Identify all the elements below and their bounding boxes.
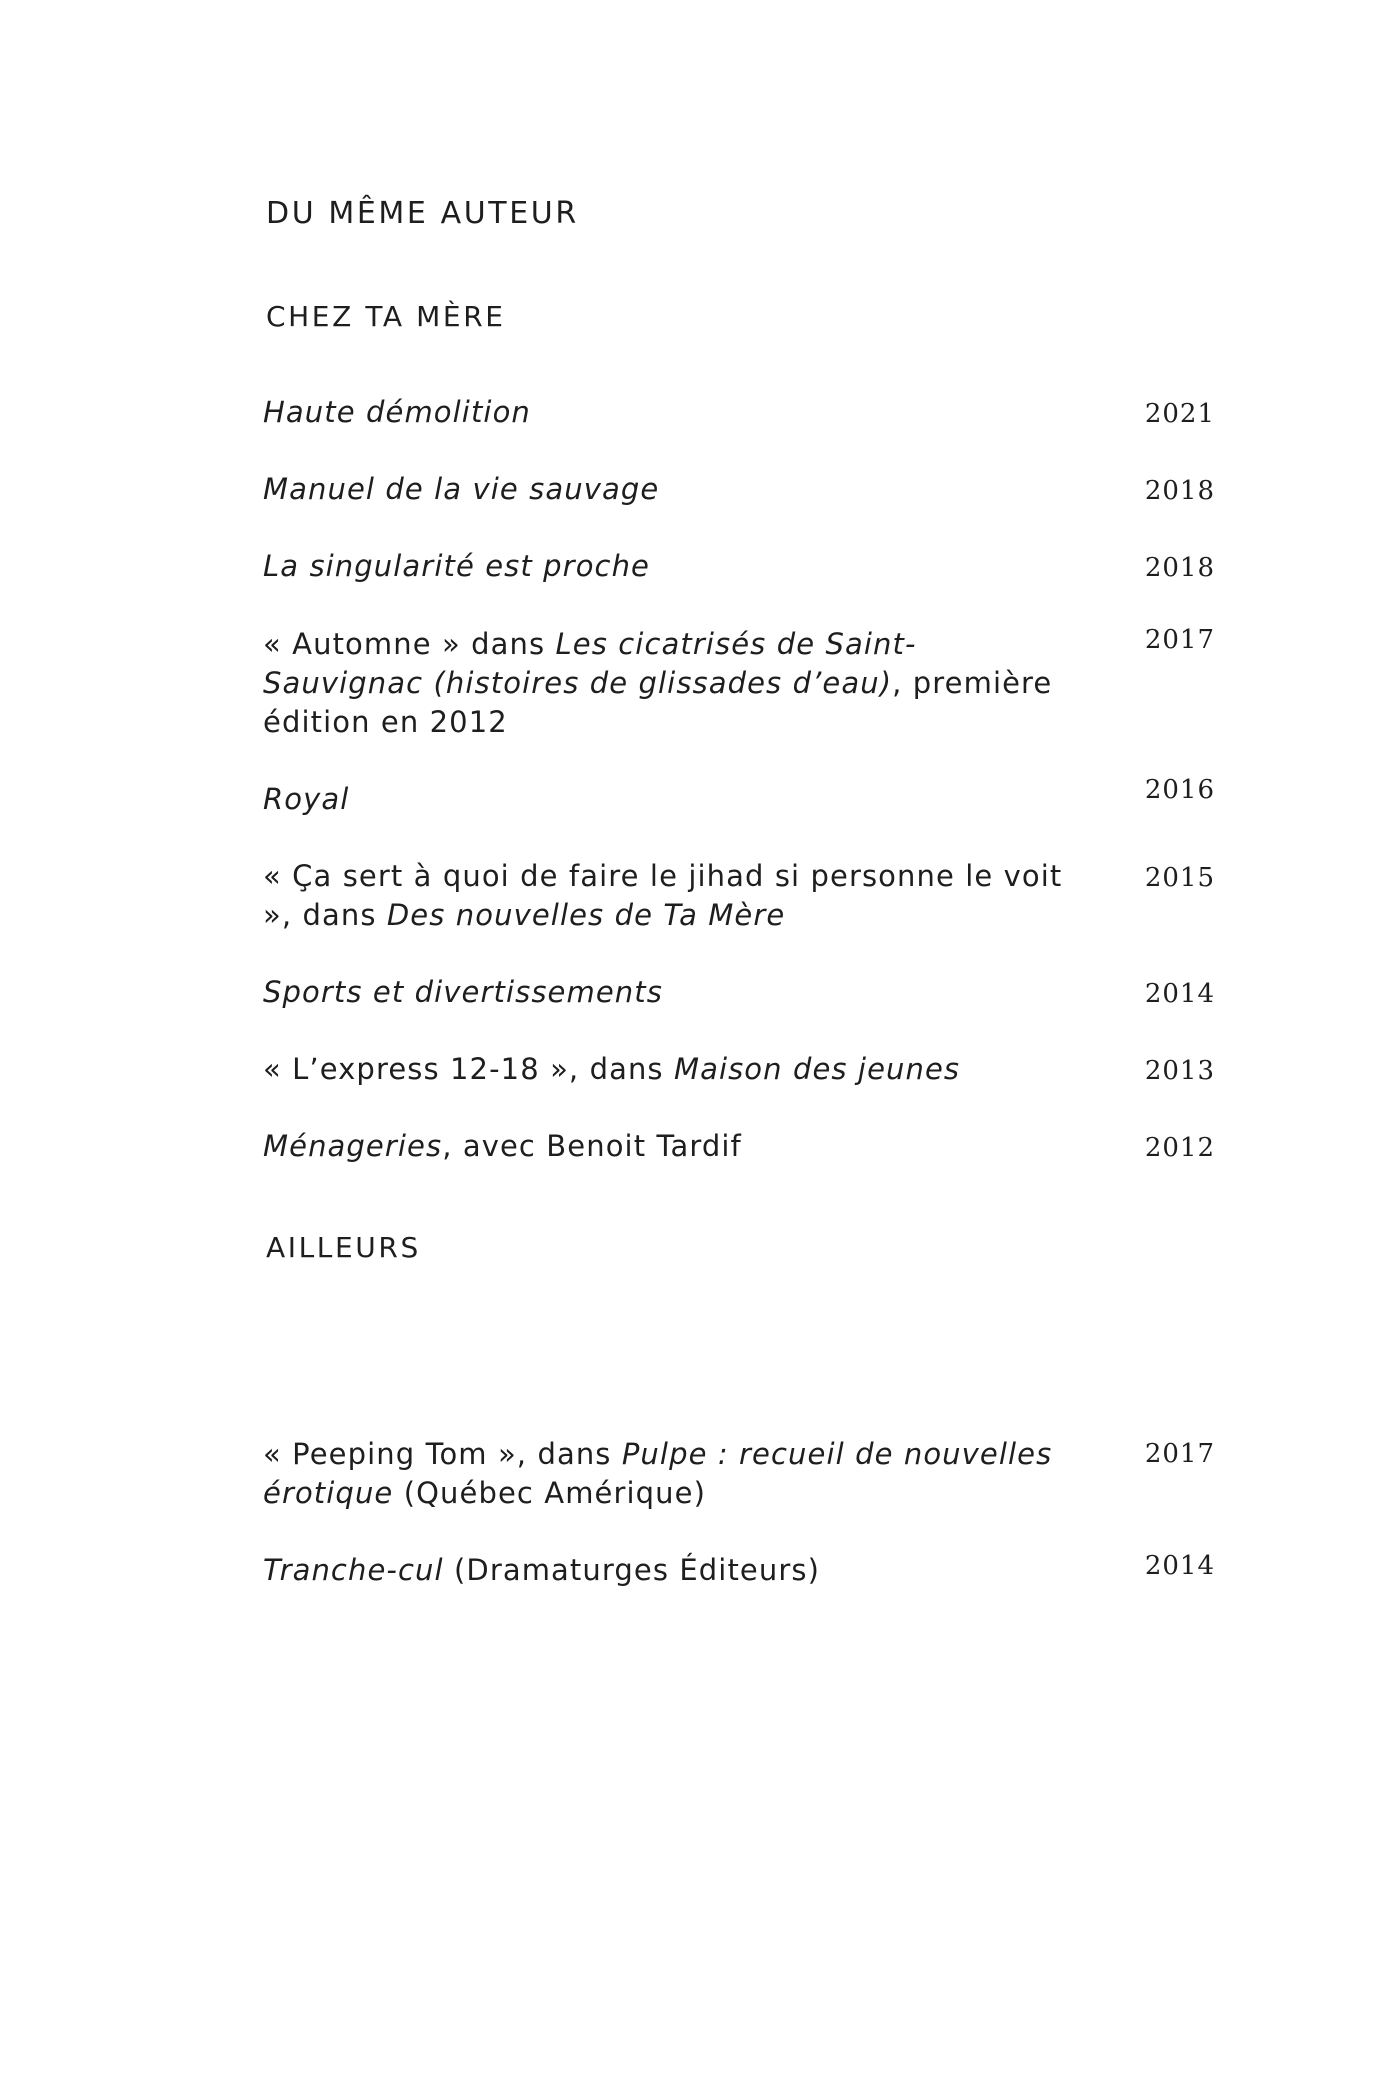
title-italic-segment: Des nouvelles de Ta Mère — [386, 898, 786, 932]
title-italic-segment: Ménageries — [263, 1129, 443, 1163]
entry-title — [263, 625, 1075, 742]
entry-title — [263, 1127, 1075, 1166]
title-italic-segment: Les cicatrisés de Saint-Sauvignac (histoires de glissades d’eau) — [263, 627, 917, 700]
entry-year: 2016 — [1144, 775, 1215, 805]
entry-year: 2014 — [1144, 1551, 1215, 1581]
entry-year: 2017 — [1144, 625, 1215, 655]
section-title-ailleurs: AILLEURS — [266, 1231, 421, 1264]
title-roman-segment: , première édition en 2012 — [263, 666, 1053, 739]
entry-year: 2012 — [1144, 1133, 1215, 1163]
title-italic-segment: La singularité est proche — [263, 549, 650, 583]
title-italic-segment: Manuel de la vie sauvage — [263, 472, 660, 506]
title-roman-segment: (Dramaturges Éditeurs) — [443, 1553, 821, 1587]
title-italic-segment: Maison des jeunes — [673, 1052, 961, 1086]
entry-year: 2018 — [1144, 476, 1215, 506]
entry-year: 2014 — [1144, 979, 1215, 1009]
entry-title — [263, 470, 1075, 509]
title-roman-segment: « Peeping Tom », dans — [263, 1437, 622, 1471]
title-roman-segment: , avec Benoit Tardif — [442, 1129, 742, 1163]
title-roman-segment: « Ça sert à quoi de faire le jihad si personne le voit », dans — [263, 859, 1063, 932]
entry-title — [263, 1050, 1075, 1089]
title-roman-segment: (Québec Amérique) — [393, 1476, 707, 1510]
entry-title — [263, 1551, 1075, 1590]
page-title: DU MÊME AUTEUR — [266, 196, 579, 231]
title-italic-segment: Haute démolition — [263, 395, 531, 429]
title-italic-segment: Sports et divertissements — [263, 975, 663, 1009]
title-roman-segment: « Automne » dans — [263, 627, 556, 661]
entry-year: 2021 — [1144, 399, 1215, 429]
entry-title — [263, 1435, 1075, 1513]
entry-title — [263, 393, 1075, 432]
title-roman-segment: « L’express 12-18 », dans — [263, 1052, 674, 1086]
entry-title — [263, 857, 1075, 935]
entry-year: 2017 — [1144, 1439, 1215, 1469]
title-italic-segment: Tranche-cul — [263, 1553, 444, 1587]
entry-year: 2018 — [1144, 553, 1215, 583]
title-italic-segment: Pulpe : recueil de nouvelles érotique — [263, 1437, 1053, 1510]
section-title-chez-ta-mere: CHEZ TA MÈRE — [266, 300, 506, 333]
entry-year: 2015 — [1144, 863, 1215, 893]
entry-year: 2013 — [1144, 1056, 1215, 1086]
entry-title — [263, 547, 1075, 586]
entry-title — [263, 780, 1075, 819]
title-italic-segment: Royal — [263, 782, 350, 816]
entry-title — [263, 973, 1075, 1012]
